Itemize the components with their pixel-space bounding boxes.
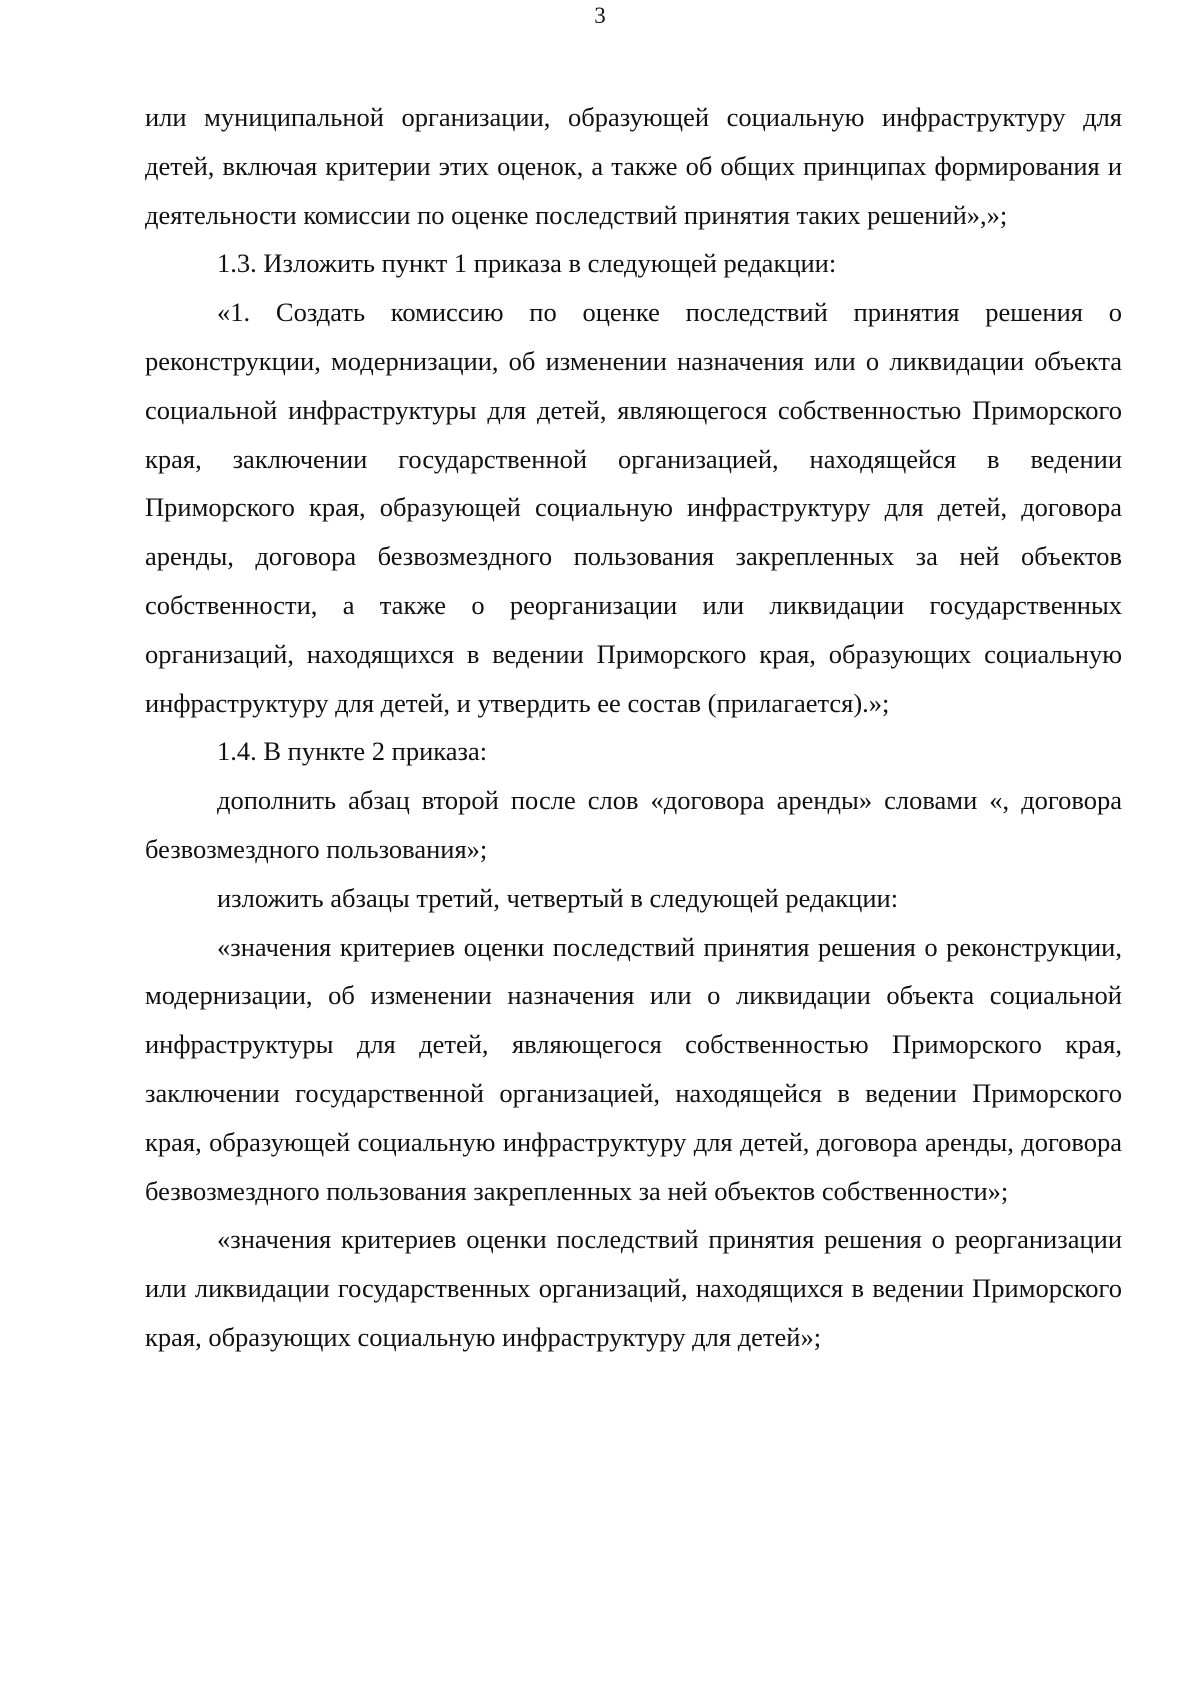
page-number: 3: [594, 3, 606, 28]
paragraph-restate: изложить абзацы третий, четвертый в следующей редакции:: [217, 882, 899, 913]
paragraph-criteria-2: «значения критериев оценки последствий принятия решения о реорганизации или ликвидации государственных организаций, находящихся в ведении Приморского края, образующих социальную инфраструктуру для детей»;: [145, 1224, 1122, 1352]
document-body: [145, 93, 1122, 1362]
paragraph-item-1-3: 1.3. Изложить пункт 1 приказа в следующей редакции:: [217, 248, 837, 279]
paragraph-continuation: или муниципальной организации, образующей социальную инфраструктуру для детей, включая критерии этих оценок, а также об общих принципах формирования и деятельности комиссии по оценке последствий принятия таких решений»,»;: [145, 102, 1122, 230]
paragraph-quoted-item-1: «1. Создать комиссию по оценке последствий принятия решения о реконструкции, модернизации, об изменении назначения или о ликвидации объекта социальной инфраструктуры для детей, являющегося собственностью Приморского края, заключении государственной организацией, находящейся в ведении Приморского края, образующей социальную инфраструктуру для детей, договора аренды, договора безвозмездного пользования закрепленных за ней объектов собственности, а также о реорганизации или ликвидации государственных организаций, находящихся в ведении Приморского края, образующих социальную инфраструктуру для детей, и утвердить ее состав (прилагается).»;: [145, 297, 1122, 718]
paragraph-criteria-1: «значения критериев оценки последствий принятия решения о реконструкции, модернизации, об изменении назначения или о ликвидации объекта социальной инфраструктуры для детей, являющегося собственностью Приморского края, заключении государственной организацией, находящейся в ведении Приморского края, образующей социальную инфраструктуру для детей, договора аренды, договора безвозмездного пользования закрепленных за ней объектов собственности»;: [145, 931, 1122, 1206]
paragraph-supplement: дополнить абзац второй после слов «договора аренды» словами «, договора безвозмездного пользования»;: [145, 785, 1122, 864]
paragraph-item-1-4: 1.4. В пункте 2 приказа:: [217, 736, 488, 767]
